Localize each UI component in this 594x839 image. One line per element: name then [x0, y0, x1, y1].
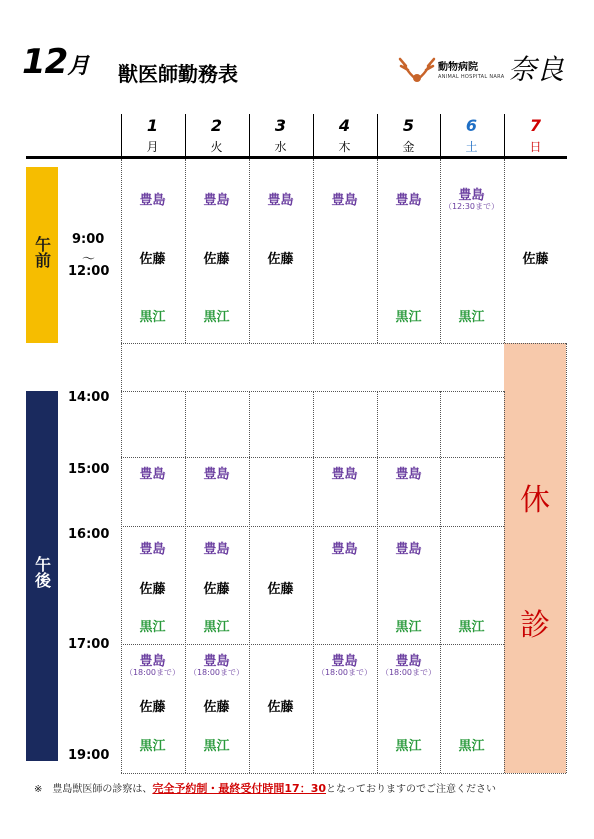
pm17-mon-kuroe: 黒江 [139, 739, 166, 754]
header-divider [185, 114, 186, 157]
header-divider [249, 114, 250, 157]
am-thu-toyoshima: 豊島 [331, 193, 358, 208]
pm17-thu-toyoshima: 豊島 [331, 654, 358, 669]
pm17-tue-note: （18:00まで） [188, 668, 245, 677]
header-divider [377, 114, 378, 157]
month-heading [22, 42, 88, 82]
pm17-fri-note: （18:00まで） [380, 668, 437, 677]
pm17-fri-kuroe: 黒江 [395, 739, 422, 754]
pm16-thu-toyoshima: 豊島 [331, 542, 358, 557]
weekday-sat: 土 [465, 140, 478, 154]
time-am-end: 12:00 [68, 264, 110, 279]
pm17-mon-toyoshima: 豊島 [139, 654, 166, 669]
grid-line [504, 391, 505, 773]
day-number-1: 1 [146, 116, 159, 135]
am-label [26, 236, 58, 268]
time-am-start: 9:00 [72, 232, 105, 247]
am-sat-kuroe: 黒江 [458, 310, 485, 325]
pm17-mon-sato: 佐藤 [139, 700, 166, 715]
pm17-sat-kuroe: 黒江 [458, 739, 485, 754]
sunday-closed-block [504, 343, 566, 773]
grid-line [440, 391, 441, 773]
pm16-sat-kuroe: 黒江 [458, 620, 485, 635]
logo-name: 奈良 [508, 53, 565, 86]
logo-japanese-text: 動物病院 [438, 62, 478, 73]
header-divider [440, 114, 441, 157]
time-1700: 17:00 [68, 637, 110, 652]
header-rule [26, 156, 567, 159]
am-mon-sato: 佐藤 [139, 252, 166, 267]
footnote [34, 780, 496, 796]
page-title: 獣医師勤務表 [118, 62, 238, 86]
pm16-fri-toyoshima: 豊島 [395, 542, 422, 557]
pm17-thu-note: （18:00まで） [316, 668, 373, 677]
time-1900: 19:00 [68, 748, 110, 763]
am-fri-toyoshima: 豊島 [395, 193, 422, 208]
am-wed-toyoshima: 豊島 [267, 193, 294, 208]
day-number-3: 3 [274, 116, 287, 135]
month-number: 12 [22, 42, 68, 82]
pm17-wed-sato: 佐藤 [267, 700, 294, 715]
am-tue-kuroe: 黒江 [203, 310, 230, 325]
pm15-fri-toyoshima: 豊島 [395, 467, 422, 482]
pm16-mon-sato: 佐藤 [139, 582, 166, 597]
am-mon-kuroe: 黒江 [139, 310, 166, 325]
day-number-6: 6 [465, 116, 478, 135]
pm16-wed-sato: 佐藤 [267, 582, 294, 597]
pm17-tue-kuroe: 黒江 [203, 739, 230, 754]
pm15-thu-toyoshima: 豊島 [331, 467, 358, 482]
am-label-text: 午前 [32, 236, 52, 268]
am-sun-sato: 佐藤 [522, 252, 549, 267]
deer-antler-icon [398, 54, 436, 84]
pm15-tue-toyoshima: 豊島 [203, 467, 230, 482]
weekday-wed: 水 [274, 140, 287, 154]
time-1600: 16:00 [68, 527, 110, 542]
footnote-prefix: ※ 豊島獣医師の診察は、 [34, 784, 153, 795]
closed-char-1: 休 [520, 483, 550, 518]
pm16-fri-kuroe: 黒江 [395, 620, 422, 635]
pm17-tue-sato: 佐藤 [203, 700, 230, 715]
am-sat-toyoshima: 豊島 [458, 188, 485, 203]
am-wed-sato: 佐藤 [267, 252, 294, 267]
pm17-fri-toyoshima: 豊島 [395, 654, 422, 669]
pm15-mon-toyoshima: 豊島 [139, 467, 166, 482]
month-unit: 月 [67, 54, 89, 79]
grid-line [121, 391, 504, 392]
am-tue-sato: 佐藤 [203, 252, 230, 267]
pm-label [26, 556, 58, 588]
weekday-tue: 火 [210, 140, 223, 154]
grid-line [566, 343, 567, 773]
grid-line [121, 343, 566, 344]
header-divider [504, 114, 505, 157]
time-1500: 15:00 [68, 462, 110, 477]
am-mon-toyoshima: 豊島 [139, 193, 166, 208]
weekday-thu: 木 [338, 140, 351, 154]
pm16-mon-toyoshima: 豊島 [139, 542, 166, 557]
am-tue-toyoshima: 豊島 [203, 193, 230, 208]
time-am-tilde: 〜 [82, 252, 96, 267]
grid-line [121, 526, 504, 527]
pm17-tue-toyoshima: 豊島 [203, 654, 230, 669]
weekday-sun: 日 [529, 140, 542, 154]
grid-line [121, 457, 504, 458]
weekday-fri: 金 [402, 140, 415, 154]
grid-line [121, 644, 504, 645]
pm16-tue-toyoshima: 豊島 [203, 542, 230, 557]
footnote-emphasis: 完全予約制・最終受付時間17：30 [152, 782, 327, 795]
day-number-4: 4 [338, 116, 351, 135]
day-number-5: 5 [402, 116, 415, 135]
weekday-mon: 月 [146, 140, 159, 154]
grid-line [377, 391, 378, 773]
pm-label-text: 午後 [32, 556, 52, 588]
time-1400: 14:00 [68, 390, 110, 405]
pm16-mon-kuroe: 黒江 [139, 620, 166, 635]
day-number-7: 7 [529, 116, 542, 135]
pm16-tue-sato: 佐藤 [203, 582, 230, 597]
am-fri-kuroe: 黒江 [395, 310, 422, 325]
grid-line [313, 159, 314, 343]
header-divider [313, 114, 314, 157]
grid-line [313, 391, 314, 773]
pm16-tue-kuroe: 黒江 [203, 620, 230, 635]
pm17-mon-note: （18:00まで） [124, 668, 181, 677]
footnote-suffix: となっておりますのでご注意ください [326, 784, 497, 795]
hospital-logo [398, 50, 568, 90]
header-divider [121, 114, 122, 157]
am-sat-note: （12:30まで） [443, 202, 500, 211]
day-number-2: 2 [210, 116, 223, 135]
closed-char-2: 診 [520, 608, 550, 643]
grid-line [121, 773, 566, 774]
logo-english-text: ANIMAL HOSPITAL NARA [438, 74, 505, 80]
